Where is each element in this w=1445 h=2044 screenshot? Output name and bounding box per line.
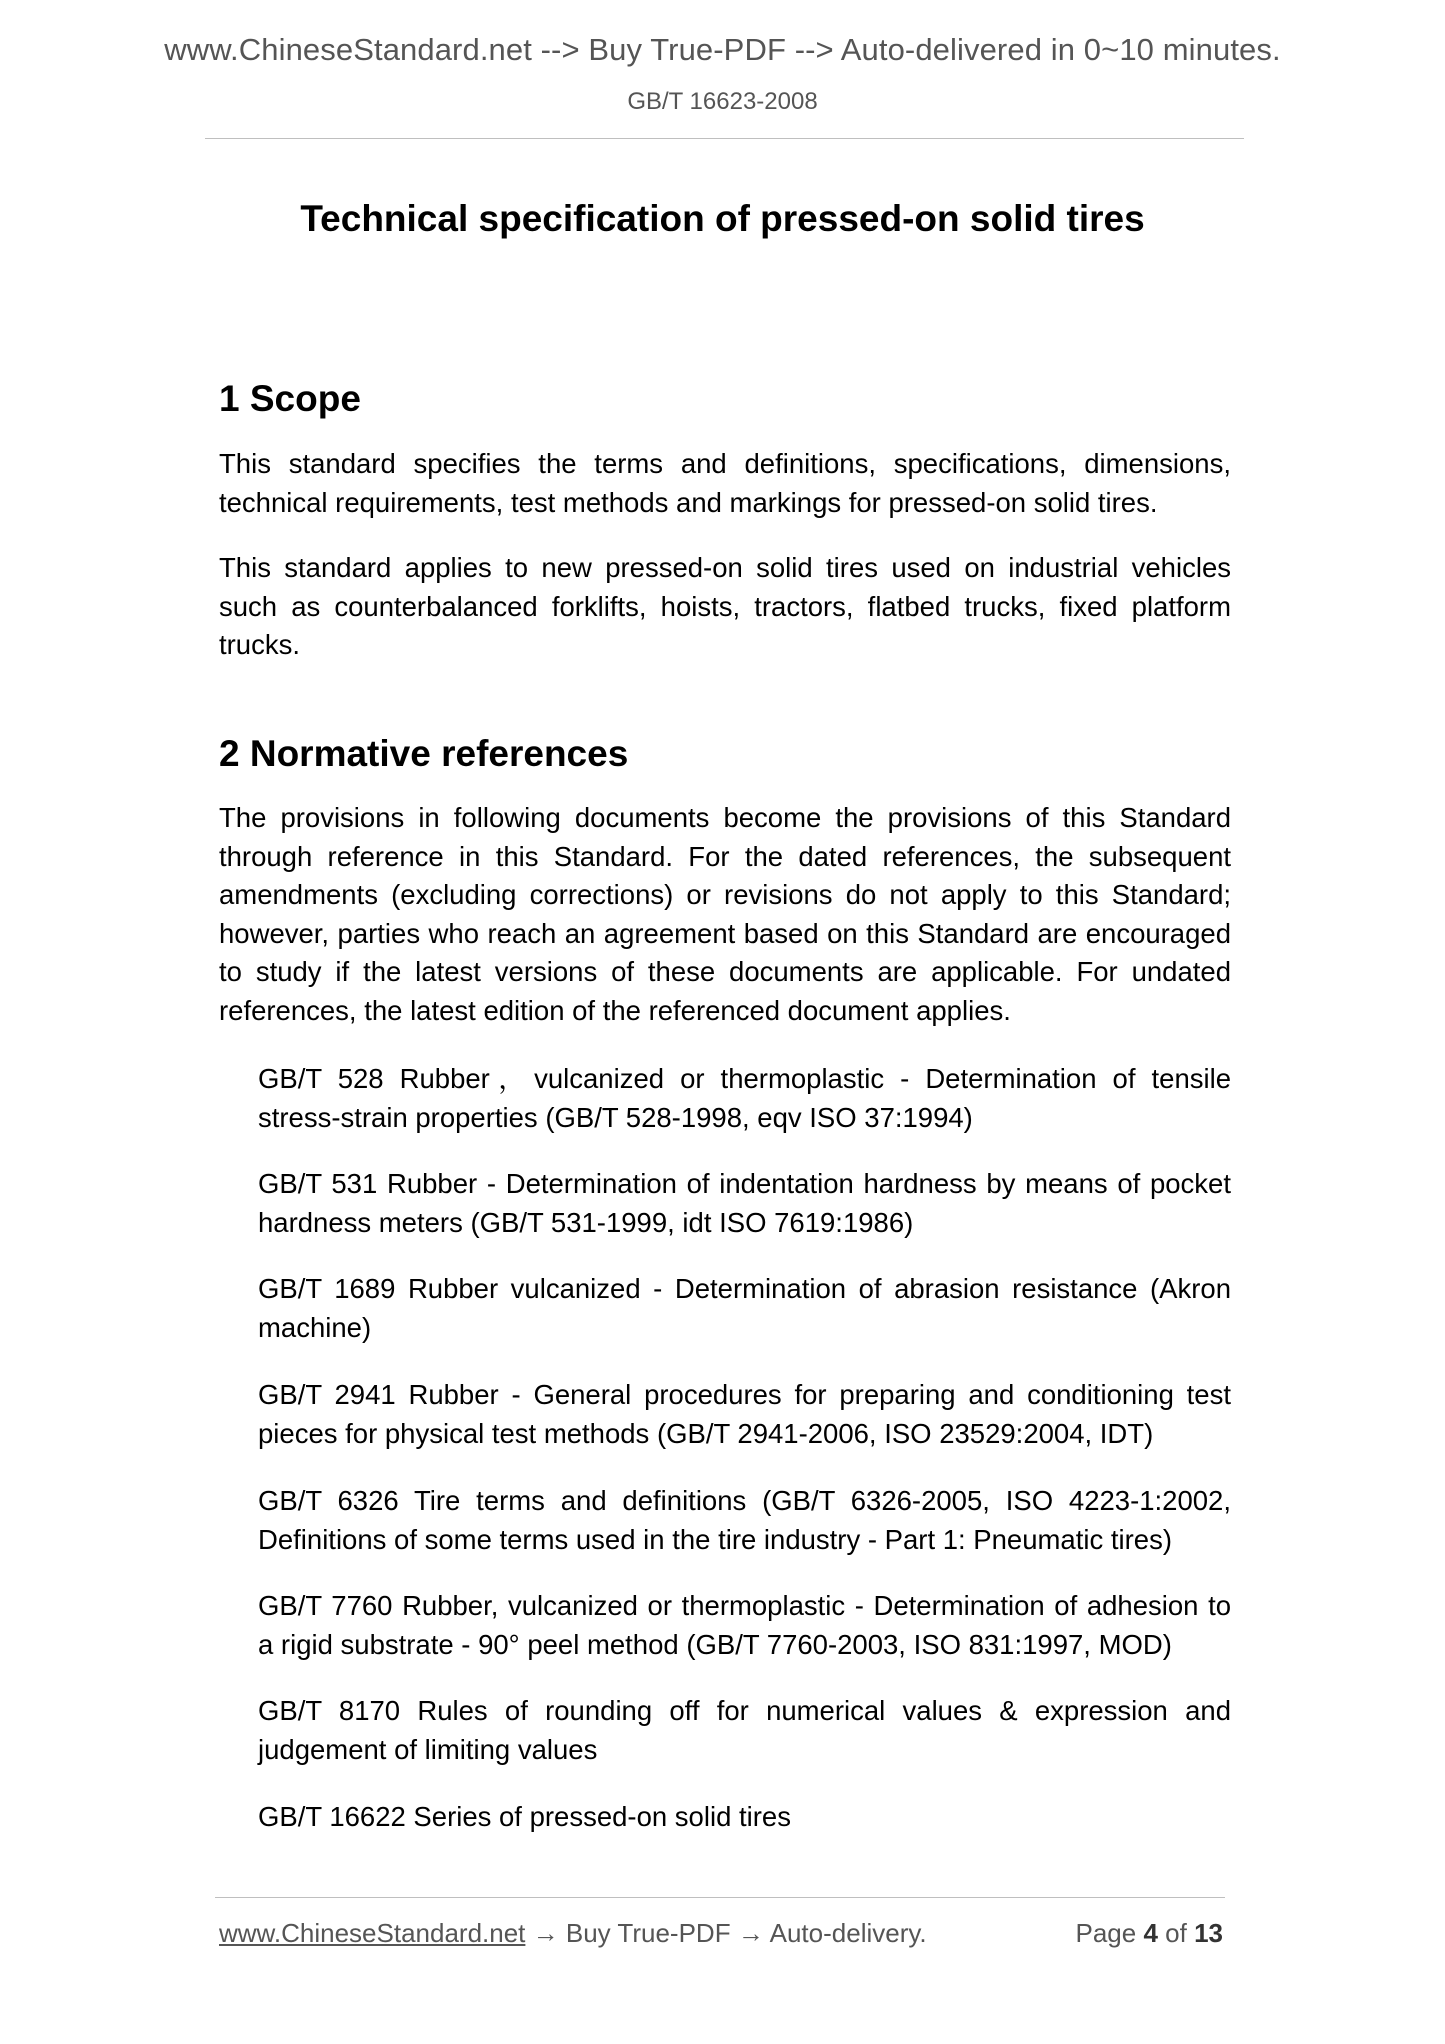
references-intro-paragraph: The provisions in following documents become the provisions of this Standard through reference in this Standard. For the dated references, the subsequent amendments (excluding corrections) or revisions do not apply to this Standard; however, parties who reach an agreement based on this Standard are encouraged to study if the latest versions of these documents are applicable. For undated references, the latest edition of the referenced document applies. xyxy=(219,802,1231,1026)
footer-site-link[interactable]: www.ChineseStandard.net xyxy=(219,1918,526,1948)
reference-item: GB/T 1689 Rubber vulcanized - Determination of abrasion resistance (Akron machine) xyxy=(258,1273,1231,1343)
arrow-right-icon: → xyxy=(737,1918,764,1948)
footer-promo xyxy=(219,1918,927,1949)
reference-item: GB/T 2941 Rubber - General procedures for preparing and conditioning test pieces for physical test methods (GB/T 2941-2006, ISO 23529:2004, IDT) xyxy=(258,1379,1231,1449)
reference-item: GB/T 7760 Rubber, vulcanized or thermoplastic - Determination of adhesion to a rigid substrate - 90° peel method (GB/T 7760-2003, ISO 831:1997, MOD) xyxy=(258,1590,1231,1660)
reference-item: GB/T 528 Rubber，vulcanized or thermoplastic - Determination of tensile stress-strain properties (GB/T 528-1998, eqv ISO 37:1994) xyxy=(258,1063,1231,1133)
scope-paragraph-1: This standard specifies the terms and definitions, specifications, dimensions, technical requirements, test methods and markings for pressed-on solid tires. xyxy=(219,448,1231,518)
arrow-right-icon: → xyxy=(532,1918,559,1948)
scope-paragraph-2: This standard applies to new pressed-on solid tires used on industrial vehicles such as counterbalanced forklifts, hoists, tractors, flatbed trucks, fixed platform trucks. xyxy=(219,552,1231,660)
reference-item: GB/T 531 Rubber - Determination of indentation hardness by means of pocket hardness meters (GB/T 531-1999, idt ISO 7619:1986) xyxy=(258,1168,1231,1238)
reference-item: GB/T 8170 Rules of rounding off for numerical values & expression and judgement of limiting values xyxy=(258,1695,1231,1765)
document-title: Technical specification of pressed-on solid tires xyxy=(300,198,1145,239)
page-label: Page xyxy=(1075,1918,1137,1948)
section-heading-normative-references: 2 Normative references xyxy=(219,733,629,774)
page-number: 4 xyxy=(1143,1918,1158,1948)
header-divider xyxy=(205,138,1244,139)
header-doc-code: GB/T 16623-2008 xyxy=(627,88,818,115)
reference-item: GB/T 16622 Series of pressed-on solid tires xyxy=(258,1801,791,1832)
footer-delivery-text: Auto-delivery. xyxy=(769,1918,927,1948)
page-indicator xyxy=(1075,1918,1223,1949)
page-total: 13 xyxy=(1194,1918,1223,1948)
of-label: of xyxy=(1165,1918,1187,1948)
reference-item: GB/T 6326 Tire terms and definitions (GB/T 6326-2005, ISO 4223-1:2002, Definitions of some terms used in the tire industry - Part 1: Pneumatic tires) xyxy=(258,1485,1231,1555)
footer-buy-text: Buy True-PDF xyxy=(565,1918,731,1948)
footer-divider xyxy=(215,1897,1225,1898)
header-banner: www.ChineseStandard.net --> Buy True-PDF --> Auto-delivered in 0~10 minutes. xyxy=(164,32,1281,67)
section-heading-scope: 1 Scope xyxy=(219,378,361,419)
